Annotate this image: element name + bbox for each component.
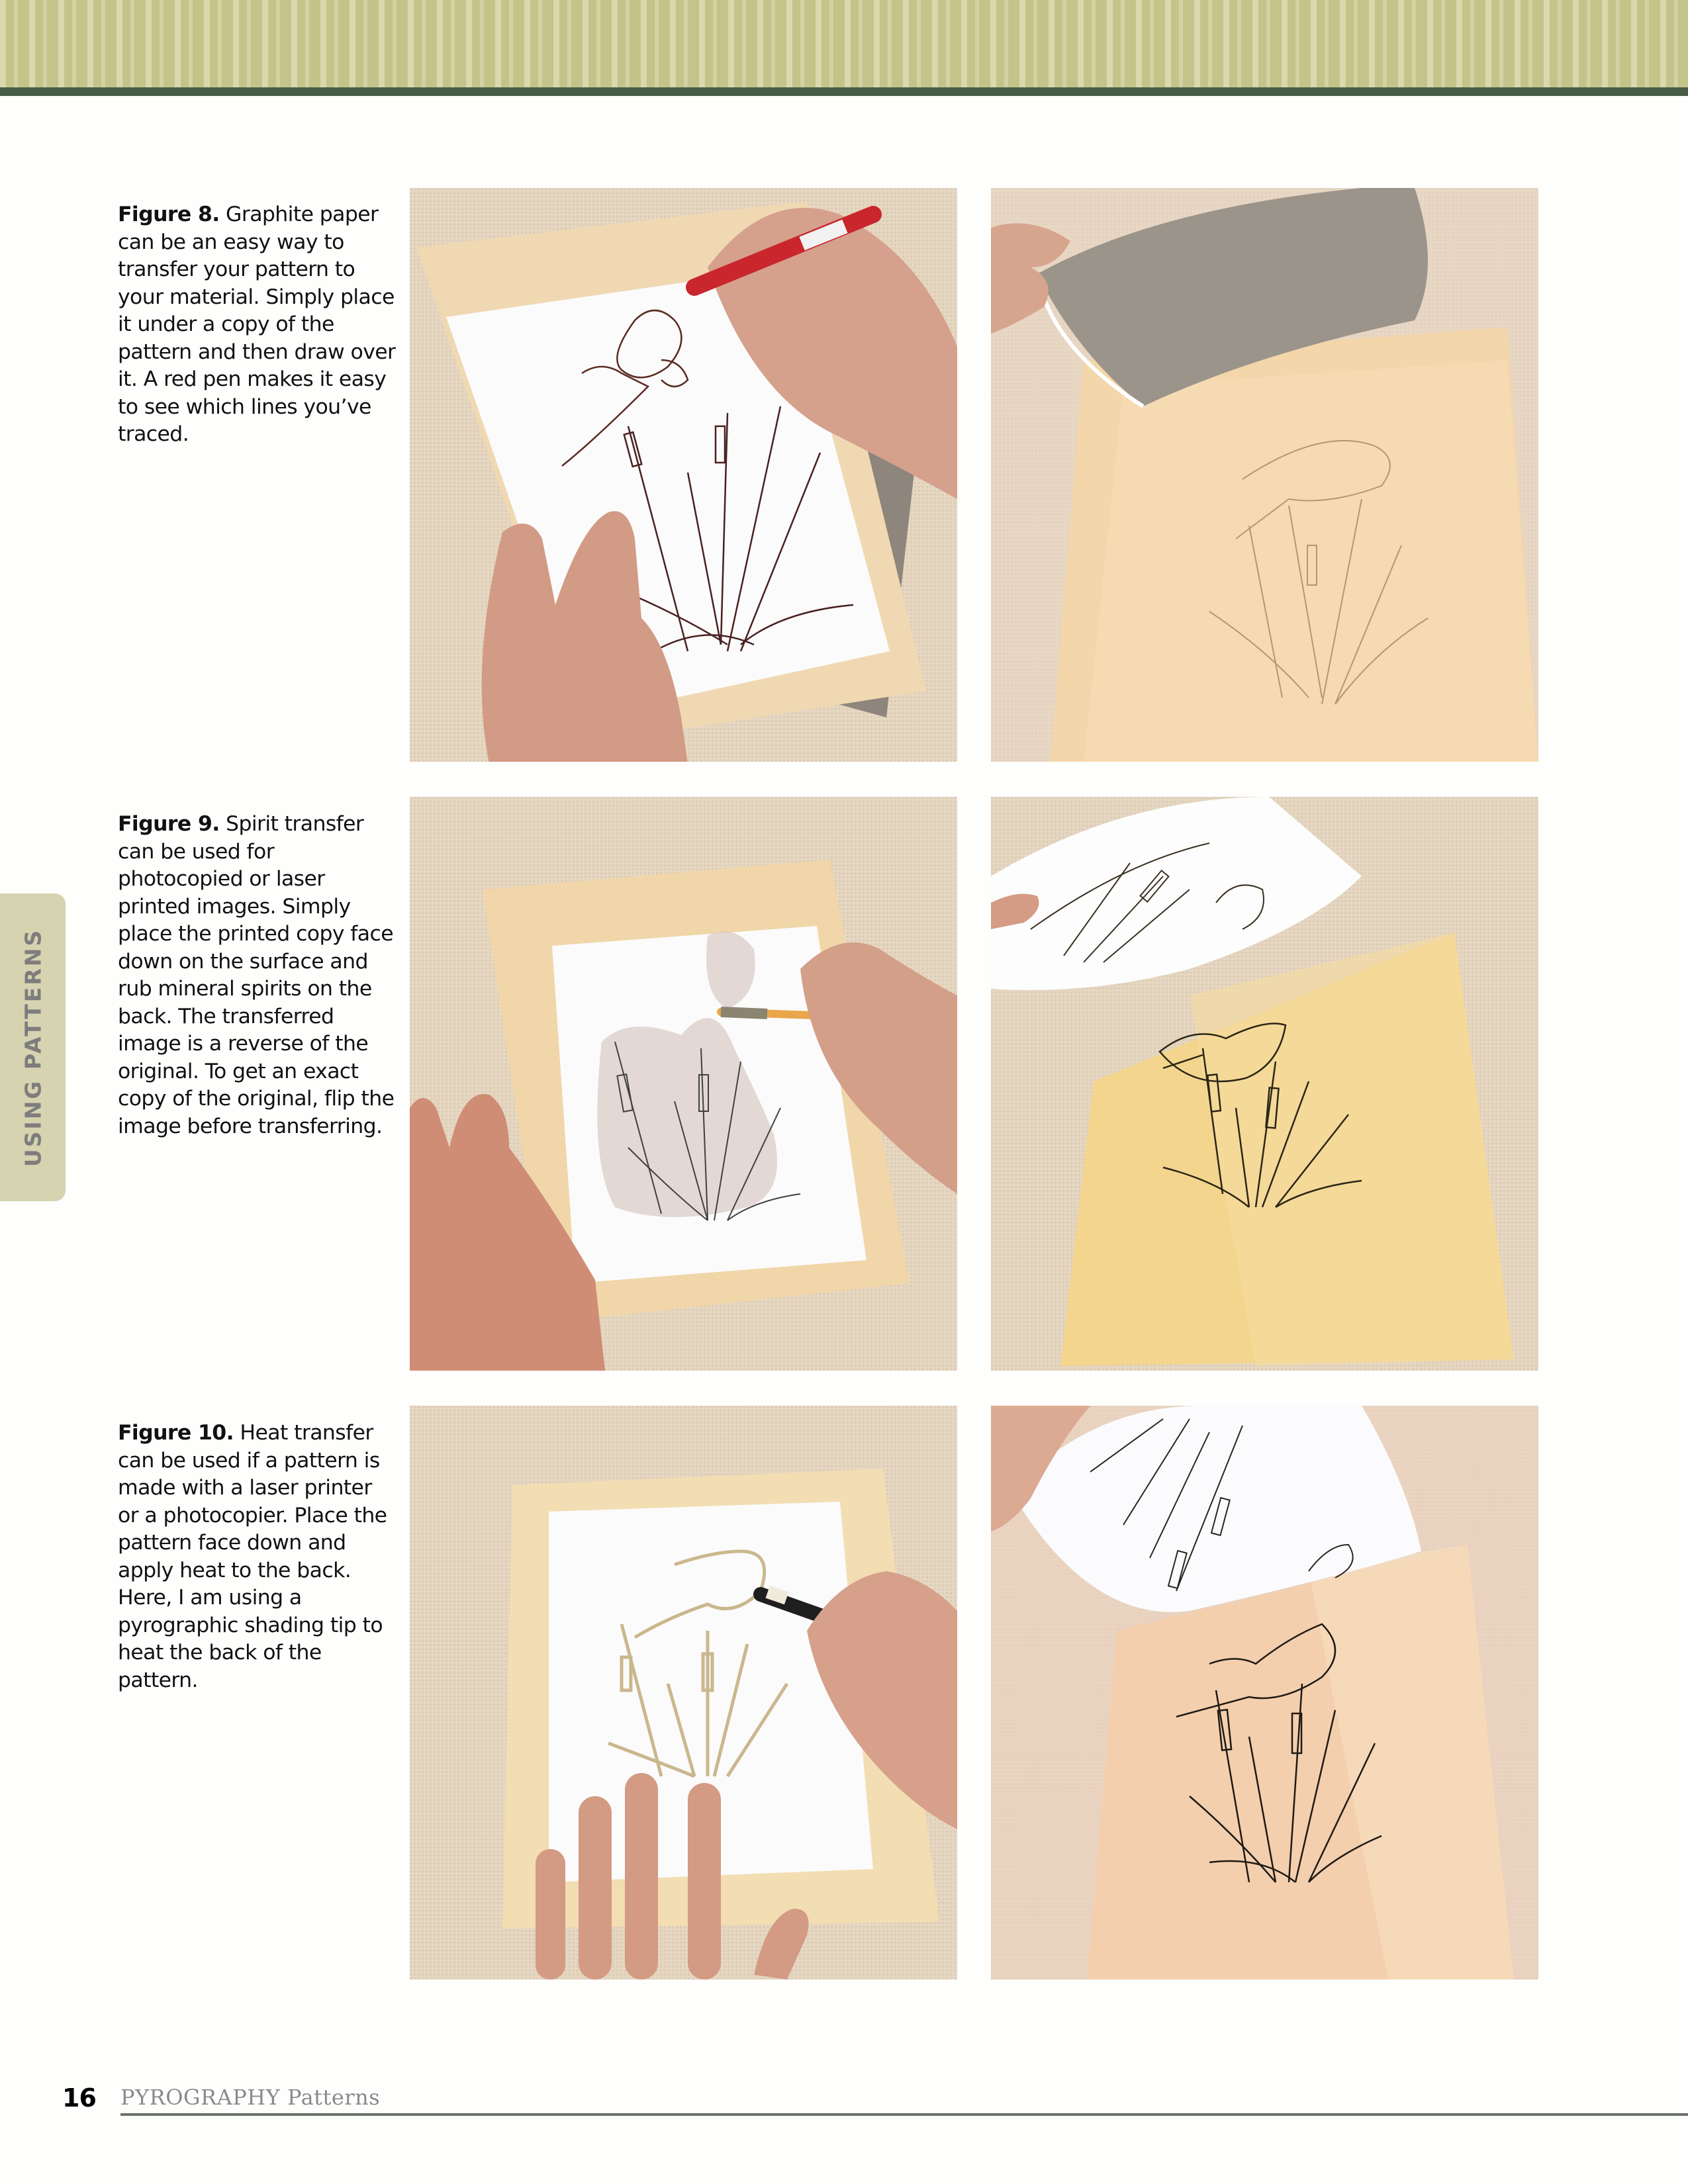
figure-8-photo-tracing	[410, 188, 957, 762]
header-stripe	[0, 87, 1688, 96]
running-footer-book-title: PYROGRAPHY Patterns	[120, 2085, 381, 2110]
figure-10-text: Heat transfer can be used if a pattern is made with a laser printer or a photocopier. Place the pattern face down and apply heat to the back. Here, I am using a pyrographic shading tip to heat the back of the pattern.	[118, 1421, 387, 1692]
figure-10-photo-heat-result	[991, 1406, 1538, 1979]
figure-9-label: Figure 9.	[118, 812, 220, 836]
figure-8-caption	[118, 201, 396, 449]
figure-10-photo-heat-transfer	[410, 1406, 957, 1979]
figure-9-text: Spirit transfer can be used for photocopied or laser printed images. Simply place the printed copy face down on the surface and rub mineral spirits on the back. The transferred image is a reverse of the original. To get an exact copy of the original, flip the image before transferring.	[118, 812, 395, 1138]
header-decorative-band	[0, 0, 1688, 87]
chapter-side-tab	[0, 893, 66, 1201]
figure-10-caption	[118, 1420, 396, 1694]
page-number: 16	[62, 2083, 96, 2113]
figure-9-photo-spirit-result	[991, 797, 1538, 1371]
footer-rule	[120, 2113, 1688, 2116]
chapter-tab-label: USING PATTERNS	[20, 928, 46, 1167]
figure-10-label: Figure 10.	[118, 1421, 234, 1445]
figure-8-photo-graphite-result	[991, 188, 1538, 762]
figure-8-text: Graphite paper can be an easy way to transfer your pattern to your material. Simply place it under a copy of the pattern and then draw over it. A red pen makes it easy to see which lines you’ve traced.	[118, 203, 396, 446]
figure-8-label: Figure 8.	[118, 203, 220, 226]
figure-9-photo-spirit-brushing	[410, 797, 957, 1371]
figure-9-caption	[118, 811, 396, 1140]
